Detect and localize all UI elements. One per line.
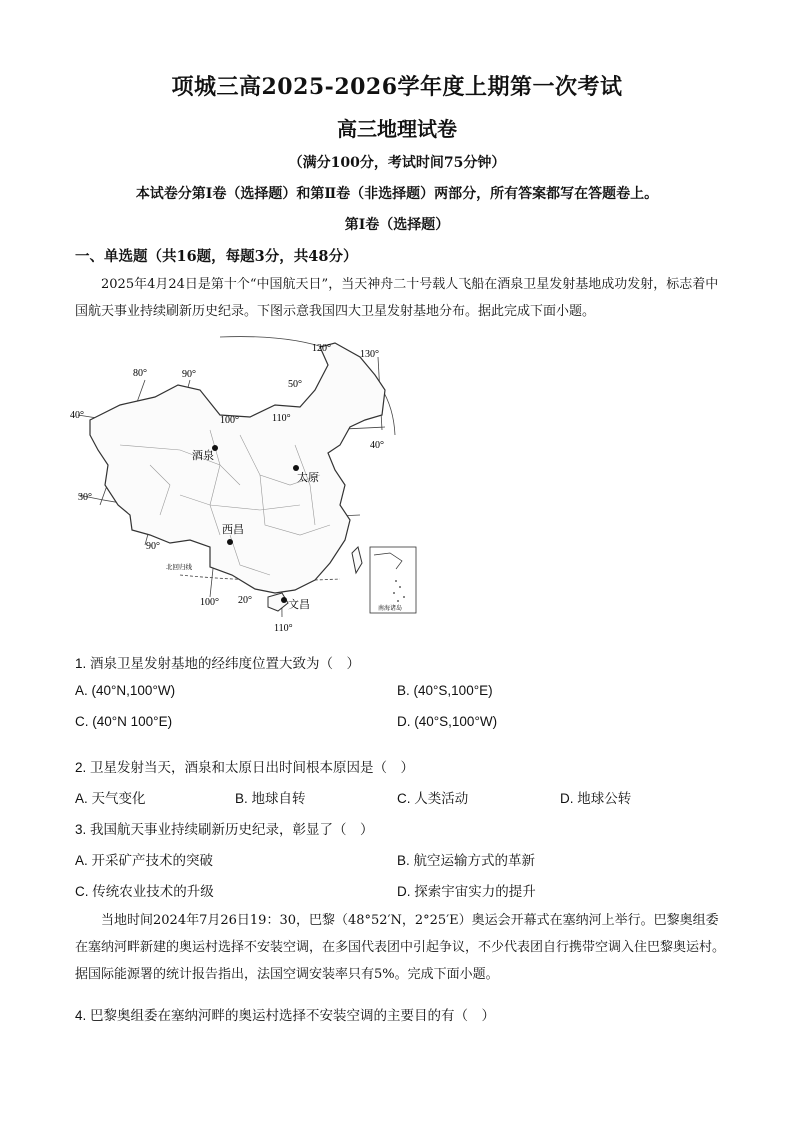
city-label-xichang: 西昌 bbox=[222, 524, 244, 536]
passage-1-text: 2025年4月24日是第十个“中国航天日”，当天神舟二十号载人飞船在酒泉卫星发射基地成功发射，标志着中国航天事业持续刷新历史纪录。下图示意我国四大卫星发射基地分布。据此完成下面小题。 bbox=[75, 277, 719, 319]
lat-label-50: 50° bbox=[288, 379, 302, 390]
q2-option-c[interactable]: C. 人类活动 bbox=[397, 791, 469, 806]
lon-label-100: 100° bbox=[220, 415, 239, 426]
exam-title: 项城三高2025-2026学年度上期第一次考试 bbox=[171, 74, 623, 100]
lat-label-40-east: 40° bbox=[370, 440, 384, 451]
passage-1 bbox=[75, 271, 725, 325]
passage-2 bbox=[75, 907, 725, 988]
question-3: 3. 我国航天事业持续刷新历史纪录，彰显了（ ） bbox=[75, 822, 374, 837]
q2-option-a[interactable]: A. 天气变化 bbox=[75, 791, 146, 806]
q1-option-d[interactable]: D. (40°S,100°W) bbox=[397, 714, 498, 729]
city-dot-wenchang bbox=[281, 597, 287, 603]
q2-option-d[interactable]: D. 地球公转 bbox=[560, 791, 632, 806]
lon-label-100-bottom: 100° bbox=[200, 597, 219, 608]
lat-label-40: 40° bbox=[70, 410, 84, 421]
china-map bbox=[60, 335, 420, 635]
taiwan-island bbox=[352, 547, 362, 573]
passage-2-text: 当地时间2024年7月26日19：30，巴黎（48°52′N，2°25′E）奥运会开幕式在塞纳河上举行。巴黎奥组委在塞纳河畔新建的奥运村选择不安装空调，在多国代表团中引起争议，不少代表团自行携带空调入住巴黎奥运村。据国际能源署的统计报告指出，法国空调安装率只有5%。完成下面小题。 bbox=[75, 913, 726, 982]
q1-option-a[interactable]: A. (40°N,100°W) bbox=[75, 683, 176, 698]
question-4: 4. 巴黎奥组委在塞纳河畔的奥运村选择不安装空调的主要目的有（ ） bbox=[75, 1008, 496, 1023]
q3-option-d[interactable]: D. 探索宇宙实力的提升 bbox=[397, 884, 536, 899]
lon-label-110: 110° bbox=[272, 413, 291, 424]
china-outline bbox=[90, 343, 385, 593]
question-1: 1. 酒泉卫星发射基地的经纬度位置大致为（ ） bbox=[75, 656, 361, 671]
exam-subtitle: 高三地理试卷 bbox=[337, 117, 457, 141]
lon-label-90-bottom: 90° bbox=[146, 541, 160, 552]
section-heading: 一、单选题（共16题，每题3分，共48分） bbox=[75, 248, 358, 265]
lon-label-130: 130° bbox=[360, 349, 379, 360]
city-label-wenchang: 文昌 bbox=[288, 599, 310, 611]
lon-label-110-bottom: 110° bbox=[274, 623, 293, 634]
part-title: 第Ⅰ卷（选择题） bbox=[344, 217, 450, 233]
lon-label-90: 90° bbox=[182, 369, 196, 380]
city-dot-taiyuan bbox=[293, 465, 299, 471]
q3-option-b[interactable]: B. 航空运输方式的革新 bbox=[397, 853, 536, 868]
question-2: 2. 卫星发射当天，酒泉和太原日出时间根本原因是（ ） bbox=[75, 760, 415, 775]
city-label-taiyuan: 太原 bbox=[297, 472, 319, 484]
q3-option-a[interactable]: A. 开采矿产技术的突破 bbox=[75, 853, 214, 868]
tropic-label: 北回归线 bbox=[166, 564, 192, 571]
lat-label-20: 20° bbox=[238, 595, 252, 606]
q3-option-c[interactable]: C. 传统农业技术的升级 bbox=[75, 884, 214, 899]
q2-option-b[interactable]: B. 地球自转 bbox=[235, 791, 306, 806]
lon-label-80: 80° bbox=[133, 368, 147, 379]
city-dot-xichang bbox=[227, 539, 233, 545]
inset-label: 南海诸岛 bbox=[378, 606, 403, 612]
city-label-jiuquan: 酒泉 bbox=[192, 450, 214, 462]
q1-option-b[interactable]: B. (40°S,100°E) bbox=[397, 683, 493, 698]
q1-option-c[interactable]: C. (40°N 100°E) bbox=[75, 714, 173, 729]
inset-frame bbox=[370, 547, 416, 613]
lat-label-30: 30° bbox=[78, 492, 92, 503]
instructions: 本试卷分第Ⅰ卷（选择题）和第Ⅱ卷（非选择题）两部分，所有答案都写在答题卷上。 bbox=[135, 186, 659, 202]
lon-label-120: 120° bbox=[312, 343, 331, 354]
score-note: （满分100分，考试时间75分钟） bbox=[288, 155, 506, 171]
